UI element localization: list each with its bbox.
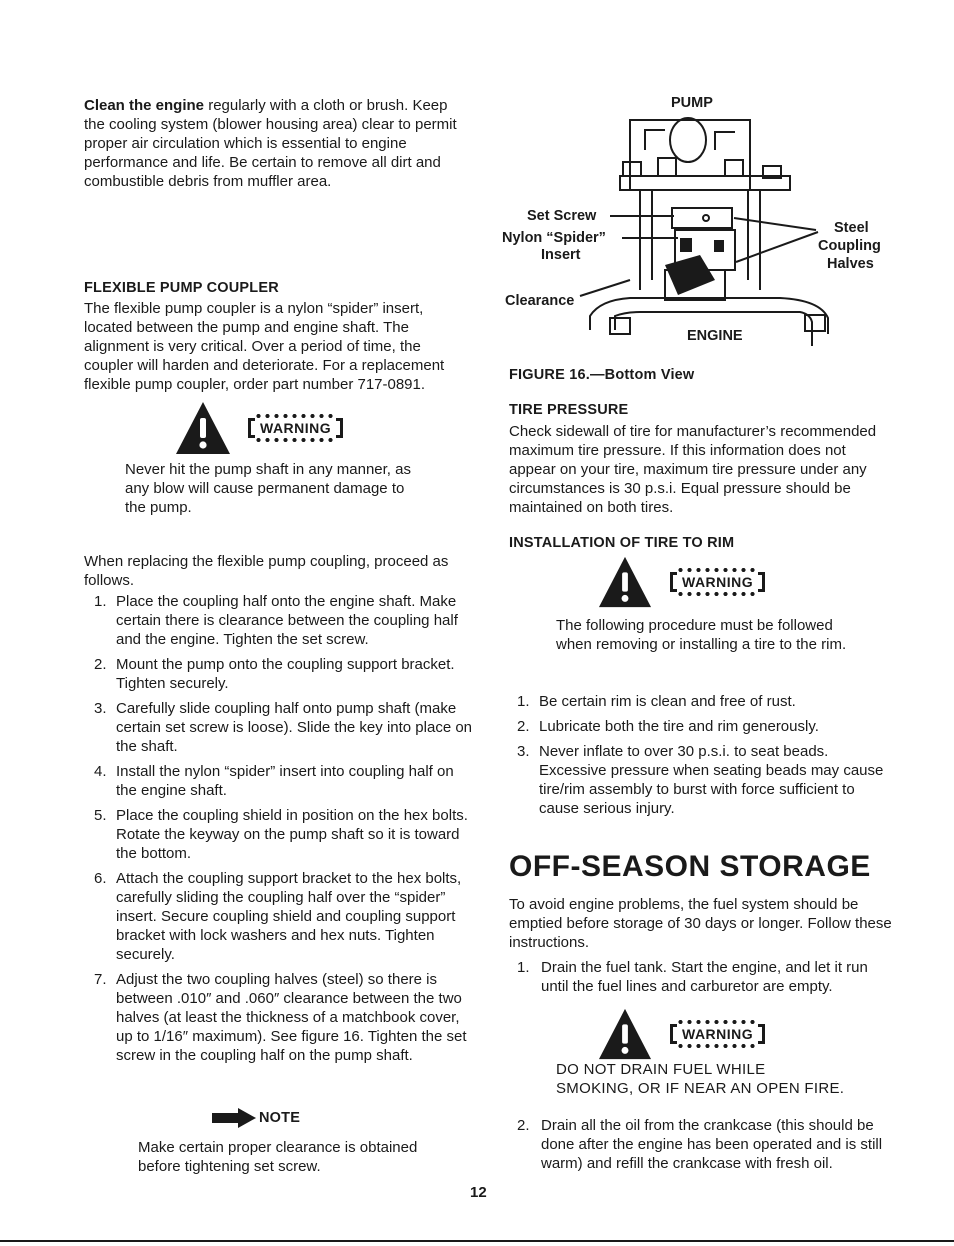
coupling-step-6 — [84, 869, 472, 964]
coupling-step-7 — [84, 970, 472, 1065]
clean-engine-lead: Clean the engine — [84, 97, 205, 114]
storage-step-1 — [507, 958, 895, 996]
coupling-step-text: Place the coupling shield in position on the hex bolts. Rotate the keyway on the pump shaft so it is toward the bottom. — [116, 807, 468, 862]
tire-step-text: Lubricate both the tire and rim generously. — [539, 718, 819, 735]
page-number: 12 — [470, 1184, 487, 1201]
figure-label-set-screw: Set Screw — [527, 208, 597, 224]
coupling-step-5 — [84, 806, 472, 863]
storage-step-1-text: Drain the fuel tank. Start the engine, and let it run until the fuel lines and carburetor are empty. — [541, 959, 868, 995]
warning-label: WARNING — [662, 568, 767, 596]
tire-step-number: 3. — [517, 743, 530, 760]
warning-label: WARNING — [662, 1020, 767, 1048]
coupling-step-number: 3. — [94, 700, 107, 717]
coupling-step-text: Install the nylon “spider” insert into coupling half on the engine shaft. — [116, 763, 454, 799]
coupling-step-text: Carefully slide coupling half onto pump shaft (make certain set screw is loose). Slide the key into place on the shaft. — [116, 700, 473, 755]
storage-step-2 — [507, 1116, 895, 1173]
coupling-step-4 — [84, 762, 472, 800]
tire-step-2 — [507, 717, 895, 736]
install-tire-heading: INSTALLATION OF TIRE TO RIM — [509, 535, 735, 551]
coupling-step-text: Place the coupling half onto the engine shaft. Make certain there is clearance between the coupling half and the engine. Tighten the set screw. — [116, 593, 458, 648]
storage-step-2-text: Drain all the oil from the crankcase (this should be done after the engine has been operated and is still warm) and refill the crankcase with fresh oil. — [541, 1117, 883, 1172]
warning-box-fuel — [596, 1007, 896, 1061]
coupling-step-text: Attach the coupling support bracket to the hex bolts, carefully sliding the coupling half over the “spider” insert. Secure coupling shield and coupling support bracket with lock washers and hex nuts. Tighten securely. — [116, 870, 462, 963]
tire-step-text: Be certain rim is clean and free of rust. — [539, 693, 796, 710]
warning-box-tire — [596, 555, 896, 609]
figure-label-insert: Insert — [541, 247, 581, 263]
off-season-storage-title: OFF-SEASON STORAGE — [509, 850, 871, 883]
warning-fuel-text: DO NOT DRAIN FUEL WHILE SMOKING, OR IF NEAR AN OPEN FIRE. — [556, 1061, 845, 1097]
coupling-step-number: 6. — [94, 870, 107, 887]
coupling-steps-list — [84, 592, 472, 1071]
coupling-step-text: Adjust the two coupling halves (steel) so there is between .010″ and .060″ clearance between the two halves (at least the thickness of a matchbook cover, up to 1/16″ maximum). See figure 16. Tighten the set screw in the coupling half on the pump shaft. — [116, 971, 467, 1064]
figure-caption: FIGURE 16.—Bottom View — [509, 367, 695, 383]
figure-label-pump: PUMP — [671, 95, 713, 111]
warning-triangle-icon — [596, 1007, 654, 1061]
coupling-step-2 — [84, 655, 472, 693]
coupling-step-number: 1. — [94, 593, 107, 610]
arrow-right-icon — [212, 1108, 256, 1128]
coupling-step-number: 2. — [94, 656, 107, 673]
storage-paragraph: To avoid engine problems, the fuel system should be emptied before storage of 30 days or longer. Follow these instructions. — [509, 896, 892, 951]
coupling-step-3 — [84, 699, 472, 756]
coupling-step-number: 4. — [94, 763, 107, 780]
tire-step-text: Never inflate to over 30 p.s.i. to seat beads. Excessive pressure when seating beads may cause tire/rim assembly to burst with force sufficient to cause serious injury. — [539, 743, 884, 817]
note-label: NOTE — [259, 1110, 301, 1126]
warning-label: WARNING — [240, 414, 345, 442]
tire-step-number: 1. — [517, 693, 530, 710]
figure-label-clearance: Clearance — [505, 293, 575, 309]
tire-step-3 — [507, 742, 895, 818]
coupling-step-1 — [84, 592, 472, 649]
clean-engine-paragraph — [84, 96, 468, 191]
figure-label-engine: ENGINE — [687, 328, 743, 344]
tire-step-number: 2. — [517, 718, 530, 735]
coupler-paragraph: The flexible pump coupler is a nylon “spider” insert, located between the pump and engine shaft. The alignment is very critical. Over a period of time, the coupler will harden and deteriorate. For a replacement flexible pump coupler, order part number 717-0891. — [84, 300, 445, 393]
warning-tire-text: The following procedure must be followed when removing or installing a tire to the rim. — [556, 617, 847, 653]
clean-engine-text: regularly with a cloth or brush. Keep the cooling system (blower housing area) clear to permit proper air circulation which is essential to engine performance and life. Be certain to remove all dirt and combustible debris from muffler area. — [84, 97, 457, 190]
warning-box-pump — [174, 400, 474, 456]
coupling-step-number: 7. — [94, 971, 107, 988]
figure-label-steel: Steel — [834, 220, 869, 236]
storage-step-2-number: 2. — [517, 1117, 530, 1134]
figure-16 — [500, 90, 900, 360]
warning-pump-text: Never hit the pump shaft in any manner, as any blow will cause permanent damage to the pump. — [125, 461, 411, 516]
warning-triangle-icon — [596, 555, 654, 609]
figure-label-coupling: Coupling — [818, 238, 881, 254]
tire-pressure-heading: TIRE PRESSURE — [509, 402, 629, 418]
note-header — [212, 1108, 300, 1128]
figure-label-halves: Halves — [827, 256, 874, 272]
coupling-step-text: Mount the pump onto the coupling support bracket. Tighten securely. — [116, 656, 455, 692]
warning-triangle-icon — [174, 400, 232, 456]
tire-step-1 — [507, 692, 895, 711]
figure-label-nylon-spider: Nylon “Spider” — [502, 230, 606, 246]
coupler-heading: FLEXIBLE PUMP COUPLER — [84, 280, 279, 296]
tire-steps-list — [507, 692, 895, 824]
replace-intro: When replacing the flexible pump coupling, proceed as follows. — [84, 553, 449, 589]
tire-pressure-paragraph: Check sidewall of tire for manufacturer’s recommended maximum tire pressure. If this information does not appear on your tire, maximum tire pressure under any circumstances is 30 p.s.i. Equal pressure should be maintained on both tires. — [509, 423, 877, 516]
storage-step-1-number: 1. — [517, 959, 530, 976]
note-text: Make certain proper clearance is obtained before tightening set screw. — [138, 1139, 418, 1175]
bottom-rule — [0, 1240, 954, 1242]
coupling-step-number: 5. — [94, 807, 107, 824]
